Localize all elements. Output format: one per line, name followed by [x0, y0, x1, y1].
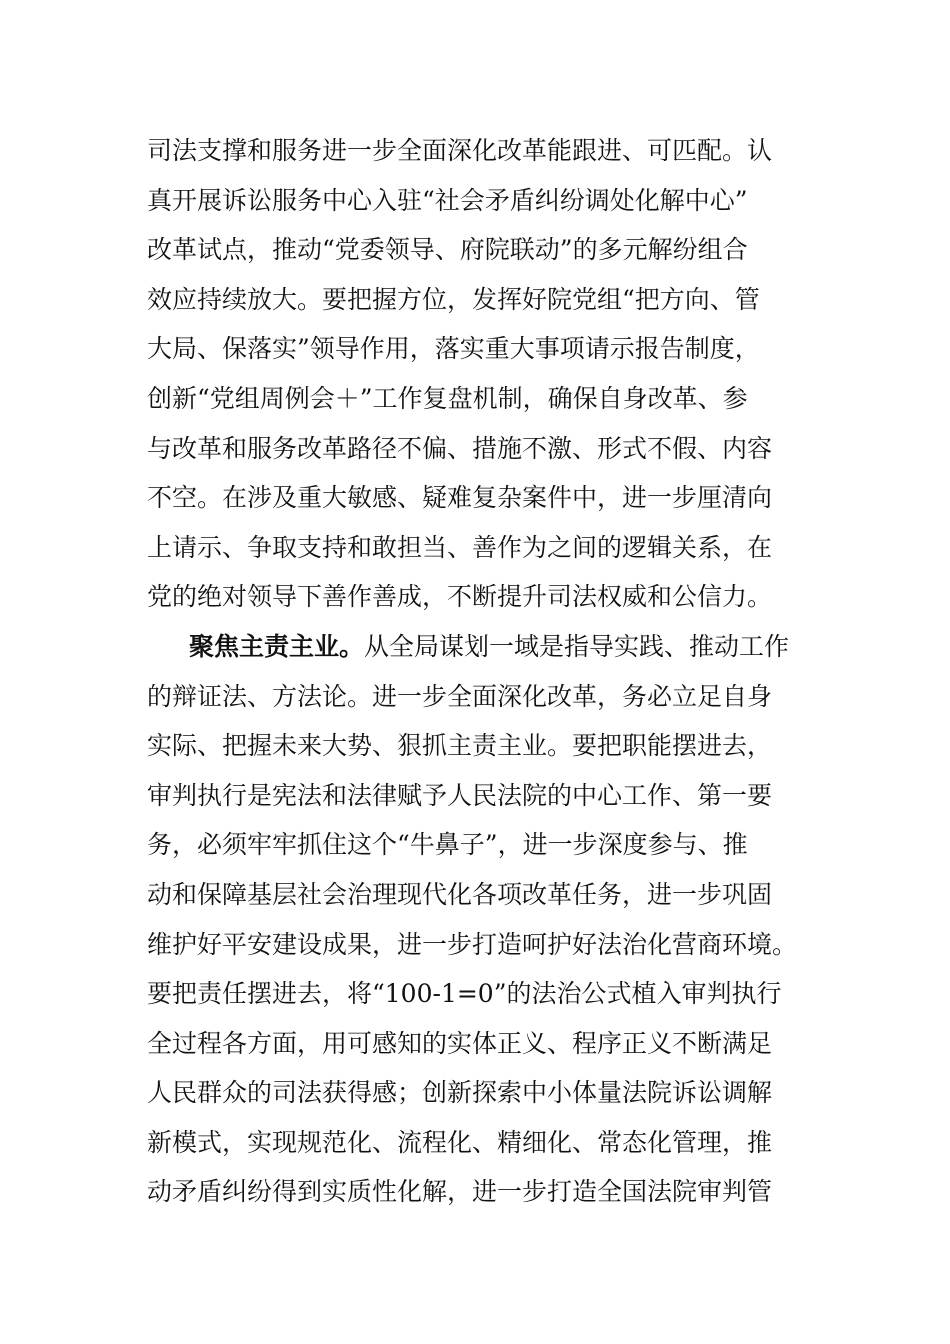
text-line: 党的绝对领导下善作善成，不断提升司法权威和公信力。	[147, 582, 773, 612]
text-line: 动和保障基层社会治理现代化各项改革任务，进一步巩固	[147, 879, 773, 909]
text-line: 新模式，实现规范化、流程化、精细化、常态化管理，推	[147, 1127, 773, 1157]
paragraph-first-line	[147, 622, 807, 672]
text-line: 改革试点，推动“党委领导、府院联动”的多元解纷组合	[147, 235, 748, 265]
text-line: 效应持续放大。要把握方位，发挥好院党组“把方向、管	[147, 284, 760, 314]
text-line: 真开展诉讼服务中心入驻“社会矛盾纠纷调处化解中心”	[147, 185, 748, 215]
text-line: 司法支撑和服务进一步全面深化改革能跟进、可匹配。认	[147, 136, 773, 165]
text-line: 的辩证法、方法论。进一步全面深化改革，务必立足自身	[147, 681, 773, 711]
text-line: 务，必须牢牢抓住这个“牛鼻子”，进一步深度参与、推	[147, 830, 748, 860]
text-line: 维护好平安建设成果，进一步打造呵护好法治化营商环境。	[147, 929, 798, 959]
document-body	[147, 126, 807, 1217]
paragraph-heading: 聚焦主责主业。	[189, 631, 365, 661]
text-line: 实际、把握未来大势、狠抓主责主业。要把职能摆进去，	[147, 731, 773, 761]
text-line: 与改革和服务改革路径不偏、措施不激、形式不假、内容	[147, 433, 773, 463]
paragraph	[147, 126, 807, 622]
text-line: 大局、保落实”领导作用，落实重大事项请示报告制度，	[147, 334, 760, 364]
text-line: 审判执行是宪法和法律赋予人民法院的中心工作、第一要	[147, 780, 773, 810]
text-run: 从全局谋划一域是指导实践、推动工作	[364, 631, 790, 661]
text-line: 不空。在涉及重大敏感、疑难复杂案件中，进一步厘清向	[147, 483, 773, 513]
paragraph	[147, 622, 807, 1217]
text-line: 全过程各方面，用可感知的实体正义、程序正义不断满足	[147, 1028, 773, 1058]
text-line: 动矛盾纠纷得到实质性化解，进一步打造全国法院审判管	[147, 1177, 773, 1207]
text-line: 要把责任摆进去，将“100-1=0”的法治公式植入审判执行	[147, 979, 782, 1009]
text-line: 上请示、争取支持和敢担当、善作为之间的逻辑关系，在	[147, 532, 773, 562]
text-line: 人民群众的司法获得感；创新探索中小体量法院诉讼调解	[147, 1078, 773, 1108]
text-line: 创新“党组周例会＋”工作复盘机制，确保自身改革、参	[147, 383, 748, 413]
